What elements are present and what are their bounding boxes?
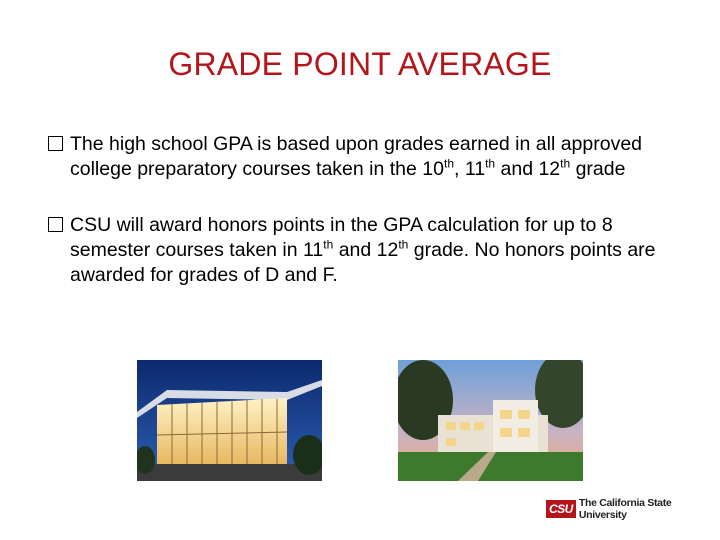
csu-logo-text: The California State University — [578, 497, 672, 521]
bullet-text: CSU will award honors points in the GPA calculation for up to 8 semester courses taken in 11th and 12th grade. No honors points are awarded for grades of D and F. — [70, 214, 656, 286]
bullet-item-gpa-basis — [48, 132, 688, 182]
bullet-box-icon — [48, 136, 63, 151]
bullet-box-icon — [48, 217, 63, 232]
bullet-text: The high school GPA is based upon grades earned in all approved college preparatory courses taken in the 10th, 11th and 12th grade — [70, 133, 643, 180]
campus-building-photo-left — [137, 360, 322, 481]
csu-logo-mark: CSU — [546, 500, 576, 518]
bullet-item-honors-points — [48, 213, 688, 288]
bullet-list — [48, 132, 688, 319]
csu-logo — [546, 497, 720, 521]
campus-building-photo-right — [398, 360, 583, 481]
slide-title: GRADE POINT AVERAGE — [168, 46, 552, 82]
